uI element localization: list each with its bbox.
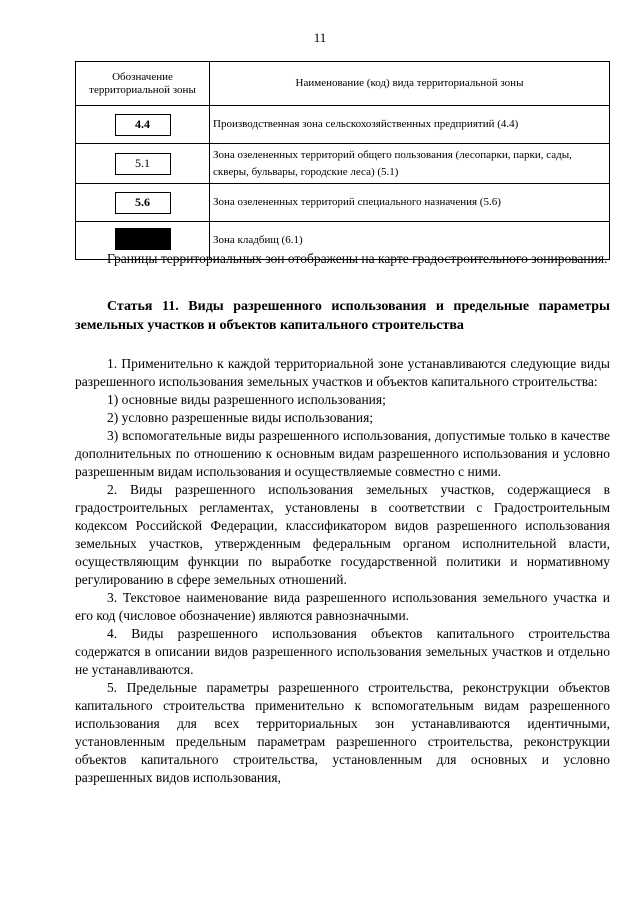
zone-code-cell [76, 184, 210, 222]
zones-table [75, 61, 610, 260]
page-number: 11 [313, 30, 327, 45]
paragraph: 1. Применительно к каждой территориальной зоне устанавливаются следующие виды разрешенного использования земельных участков и объектов капитального строительства: [75, 356, 610, 389]
paragraph: 2) условно разрешенные виды использования; [107, 410, 374, 425]
zone-swatch: 5.1 [115, 153, 171, 175]
after-table-text [75, 250, 610, 268]
zoning-map-note: Границы территориальных зон отображены на карте градостроительного зонирования. [107, 251, 608, 266]
zone-code-cell [76, 106, 210, 144]
zone-code-cell [76, 144, 210, 184]
paragraph: 3) вспомогательные виды разрешенного использования, допустимые только в качестве дополнительных по отношению к основным видам разрешенного использования и условно разрешенным видам использования и осуществляемые совместно с ними. [75, 428, 610, 479]
zone-swatch-black [115, 228, 171, 250]
zone-swatch: 4.4 [115, 114, 171, 136]
header-zone-designation: Обозначение территориальной зоны [76, 62, 210, 106]
article-body [75, 355, 610, 787]
zone-name: Зона озелененных территорий специального назначения (5.6) [210, 184, 610, 222]
table-header-row [76, 62, 610, 106]
article-heading: Статья 11. Виды разрешенного использования и предельные параметры земельных участков и объектов капитального строительства [75, 299, 610, 333]
paragraph: 4. Виды разрешенного использования объектов капитального строительства содержатся в описании видов разрешенного использования земельных участков и отдельно не устанавливаются. [75, 626, 610, 677]
paragraph: 5. Предельные параметры разрешенного строительства, реконструкции объектов капитального строительства применительно к вспомогательным видам разрешенного использования для всех территориальных зон устанавливаются идентичными, установленным предельным параметрам разрешенного строительства, реконструкции объектов капитального строительства, установленным для основных и условно разрешенных видов использования, [75, 680, 610, 785]
table-row [76, 184, 610, 222]
paragraph: 1) основные виды разрешенного использования; [107, 392, 386, 407]
zone-name: Зона озелененных территорий общего пользования (лесопарки, парки, сады, скверы, бульвары, городские леса) (5.1) [210, 144, 610, 184]
table-row [76, 144, 610, 184]
header-zone-name: Наименование (код) вида территориальной зоны [210, 62, 610, 106]
paragraph: 3. Текстовое наименование вида разрешенного использования земельного участка и его код (числовое обозначение) являются равнозначными. [75, 590, 610, 623]
zone-name: Зона кладбищ (6.1) [210, 222, 610, 260]
table-row [76, 106, 610, 144]
zone-swatch: 5.6 [115, 192, 171, 214]
zone-name: Производственная зона сельскохозяйственных предприятий (4.4) [210, 106, 610, 144]
paragraph: 2. Виды разрешенного использования земельных участков, содержащиеся в градостроительных регламентах, установлены в соответствии с Градостроительным кодексом Российской Федерации, классификатором видов разрешенного использования земельных участков, утвержденным федеральным органом исполнительной власти, осуществляющим функции по выработке государственной политики и нормативному регулированию в сфере земельных отношений. [75, 482, 610, 587]
